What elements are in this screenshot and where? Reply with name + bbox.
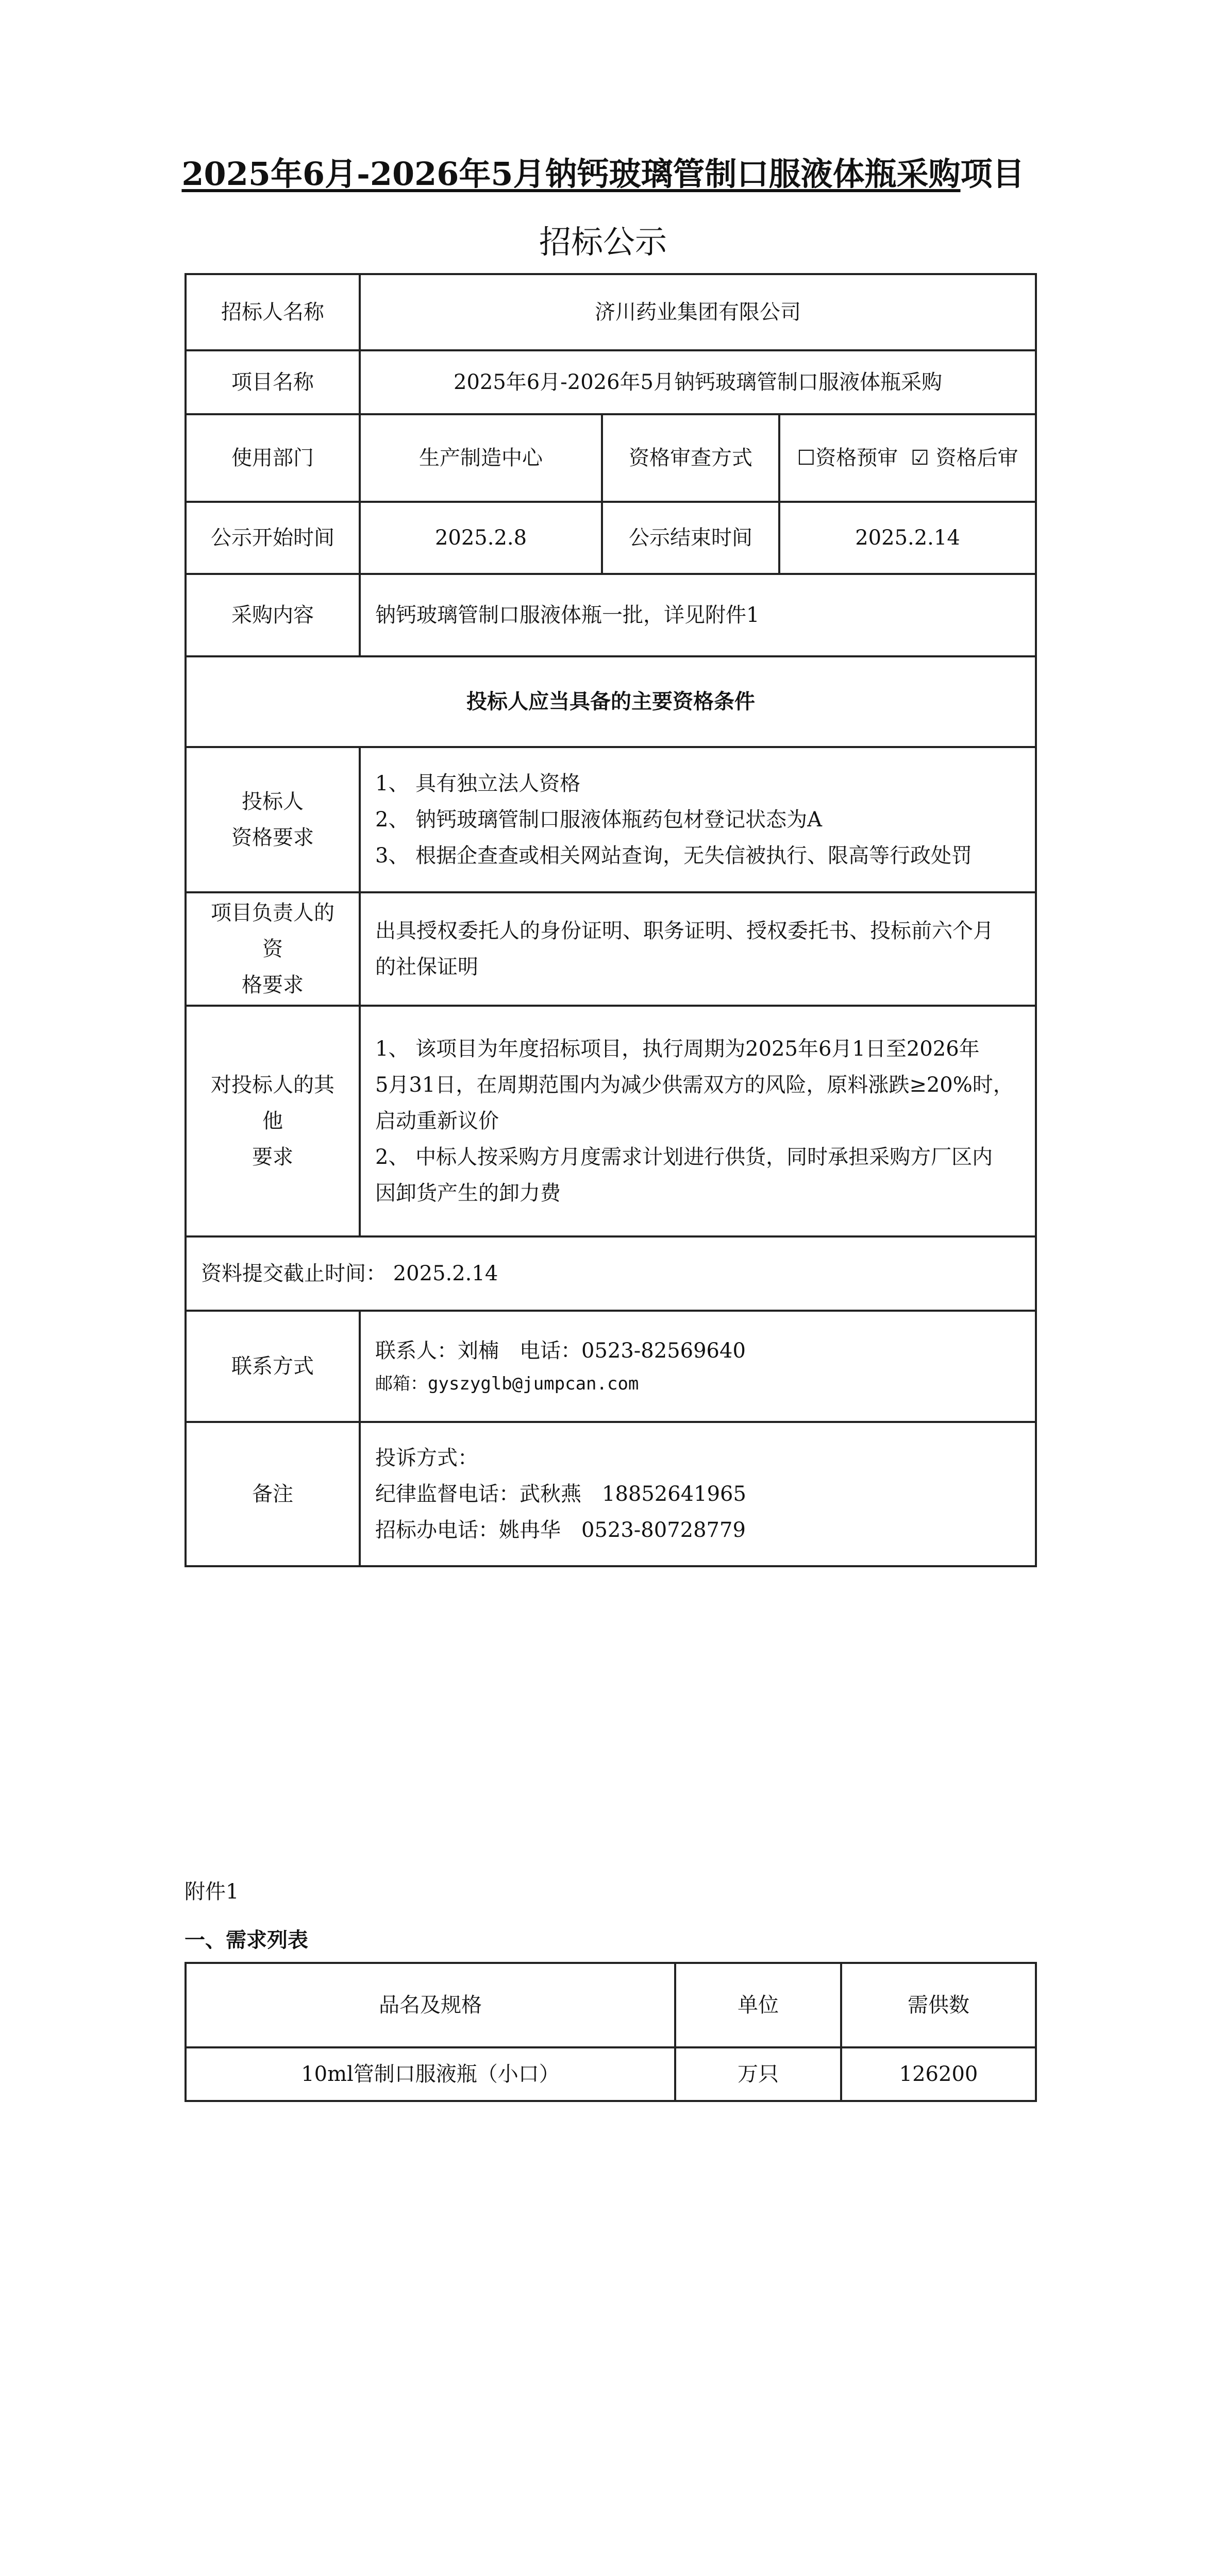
manager-value-line1: 出具授权委托人的身份证明、职务证明、授权委托书、投标前六个月 [375,919,994,943]
other-label [186,1006,360,1236]
requirement-table [185,1962,1037,2102]
project-label: 项目名称 [186,350,360,414]
row-project [186,350,1036,414]
checkbox-empty-icon: ☐ [797,446,816,470]
row-content [186,574,1036,656]
project-value: 2025年6月-2026年5月钠钙玻璃管制口服液体瓶采购 [360,350,1036,414]
review-option-post: 资格后审 [935,446,1018,470]
manager-value-line2: 的社保证明 [375,955,478,979]
other-label-line2: 要求 [252,1145,293,1169]
document-title [0,148,1206,194]
contact-line1: 联系人：刘楠 电话：0523-82569640 [375,1339,746,1363]
start-label: 公示开始时间 [186,502,360,574]
remark-info [360,1422,1036,1566]
dept-value: 生产制造中心 [360,414,602,502]
document-subtitle: 招标公示 [539,223,667,261]
remark-label: 备注 [186,1422,360,1566]
contact-info [360,1311,1036,1422]
deadline-value: 2025.2.14 [393,1262,498,1285]
other-label-line1: 对投标人的其他 [211,1073,334,1133]
other-line: 因卸货产生的卸力费 [375,1181,561,1205]
requirement-header-row [186,1963,1036,2047]
qual-label-line1: 投标人 [242,790,304,814]
review-option-pre: 资格预审 [815,446,898,470]
remark-line2: 纪律监督电话：武秋燕 18852641965 [375,1482,746,1506]
qual-label-line2: 资格要求 [231,826,314,850]
other-requirements [360,1006,1036,1236]
checkbox-checked-icon: ☑ [911,446,929,470]
tender-info-table [185,273,1037,1567]
end-label: 公示结束时间 [602,502,779,574]
row-manager [186,892,1036,1006]
content-value: 钠钙玻璃管制口服液体瓶一批，详见附件1 [360,574,1036,656]
row-deadline [186,1236,1036,1311]
manager-label-line1: 项目负责人的资 [211,901,334,961]
deadline [186,1236,1036,1311]
other-line: 5月31日，在周期范围内为减少供需双方的风险，原料涨跌≥20%时， [375,1073,1014,1097]
attachment-label: 附件1 [185,1880,239,1904]
row-other-requirements [186,1006,1036,1236]
col-header-product: 品名及规格 [186,1963,675,2047]
remark-line3: 招标办电话：姚冉华 0523-80728779 [375,1518,746,1542]
dept-label: 使用部门 [186,414,360,502]
manager-value [360,892,1036,1006]
other-line: 1、 该项目为年度招标项目，执行周期为2025年6月1日至2026年 [375,1037,980,1061]
review-options [779,414,1036,502]
bidder-value: 济川药业集团有限公司 [360,274,1036,350]
row-section-header [186,656,1036,747]
qual-item: 3、 根据企查查或相关网站查询，无失信被执行、限高等行政处罚 [375,844,973,868]
row-dates [186,502,1036,574]
other-line: 启动重新议价 [375,1109,499,1133]
contact-email: 邮箱：gyszyglb@jumpcan.com [375,1374,639,1395]
row-contact [186,1311,1036,1422]
row-remark [186,1422,1036,1566]
row-dept [186,414,1036,502]
qual-list [360,747,1036,892]
cell-quantity: 126200 [841,2047,1036,2101]
col-header-unit: 单位 [675,1963,841,2047]
deadline-label: 资料提交截止时间： [201,1262,387,1285]
qual-item: 2、 钠钙玻璃管制口服液体瓶药包材登记状态为A [375,808,823,832]
content-label: 采购内容 [186,574,360,656]
end-value: 2025.2.14 [779,502,1036,574]
title-underlined: 2025年6月-2026年5月钠钙玻璃管制口服液体瓶采购 [181,155,961,193]
contact-label: 联系方式 [186,1311,360,1422]
manager-label [186,892,360,1006]
review-label: 资格审查方式 [602,414,779,502]
title-rest: 项目 [960,155,1025,193]
cell-product: 10ml管制口服液瓶（小口） [186,2047,675,2101]
qual-item: 1、 具有独立法人资格 [375,772,581,795]
col-header-quantity: 需供数 [841,1963,1036,2047]
row-bidder [186,274,1036,350]
manager-label-line2: 格要求 [242,973,304,997]
bidder-label: 招标人名称 [186,274,360,350]
remark-line1: 投诉方式： [375,1446,478,1470]
table-row [186,2047,1036,2101]
attachment-heading: 一、需求列表 [185,1928,308,1952]
qual-label [186,747,360,892]
section-header: 投标人应当具备的主要资格条件 [186,656,1036,747]
other-line: 2、 中标人按采购方月度需求计划进行供货，同时承担采购方厂区内 [375,1145,993,1169]
cell-unit: 万只 [675,2047,841,2101]
start-value: 2025.2.8 [360,502,602,574]
row-qualification [186,747,1036,892]
